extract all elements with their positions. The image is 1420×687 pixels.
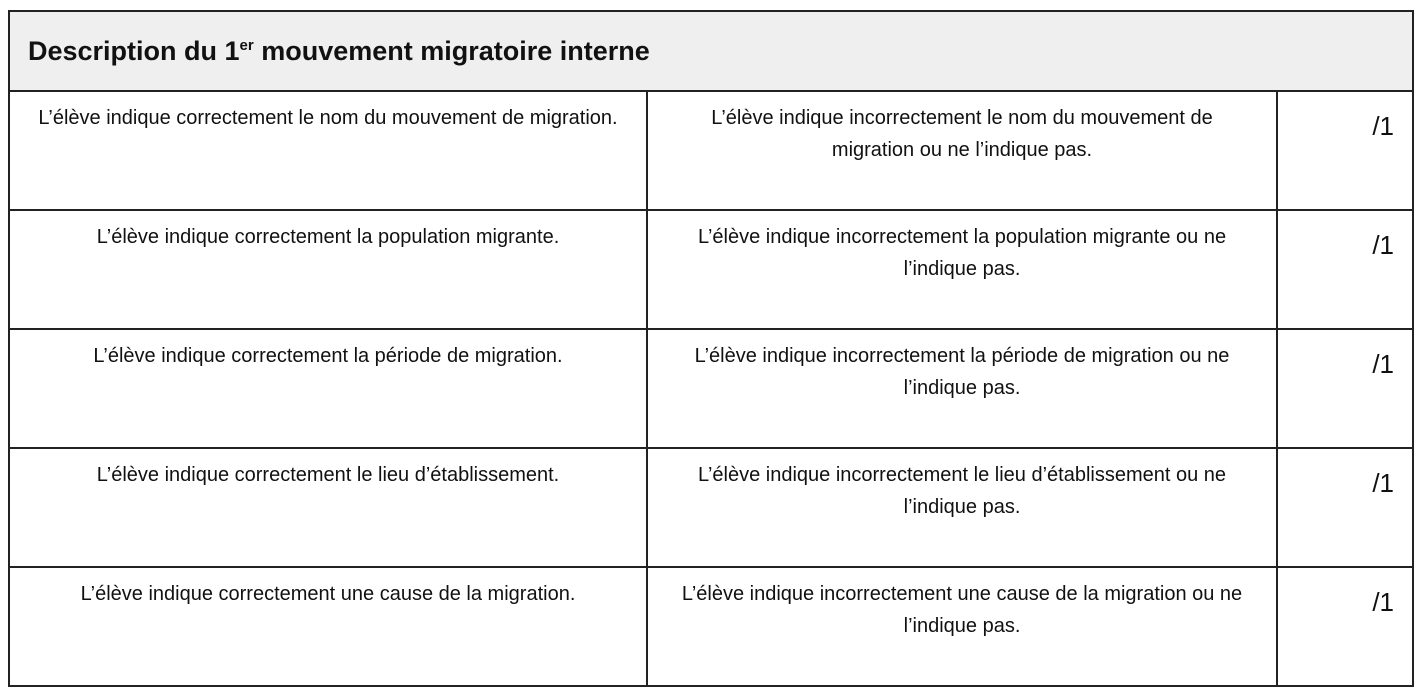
criterion-incorrect: L’élève indique incorrectement une cause de la migration ou ne l’indique pas. bbox=[647, 567, 1277, 686]
criterion-correct: L’élève indique correctement la période de migration. bbox=[9, 329, 647, 448]
score-cell: /1 bbox=[1277, 567, 1413, 686]
table-row bbox=[9, 448, 1413, 567]
score-cell: /1 bbox=[1277, 210, 1413, 329]
title-text: Description du 1 bbox=[28, 35, 240, 66]
table-title bbox=[9, 11, 1413, 91]
score-cell: /1 bbox=[1277, 448, 1413, 567]
table-header-row bbox=[9, 11, 1413, 91]
table-row bbox=[9, 210, 1413, 329]
criterion-incorrect: L’élève indique incorrectement le lieu d’établissement ou ne l’indique pas. bbox=[647, 448, 1277, 567]
criterion-correct: L’élève indique correctement le nom du mouvement de migration. bbox=[9, 91, 647, 210]
table-row bbox=[9, 567, 1413, 686]
score-cell: /1 bbox=[1277, 91, 1413, 210]
title-text-suffix: mouvement migratoire interne bbox=[253, 35, 650, 66]
criterion-correct: L’élève indique correctement la population migrante. bbox=[9, 210, 647, 329]
title-superscript: er bbox=[239, 36, 254, 54]
criterion-incorrect: L’élève indique incorrectement la population migrante ou ne l’indique pas. bbox=[647, 210, 1277, 329]
criterion-incorrect: L’élève indique incorrectement la période de migration ou ne l’indique pas. bbox=[647, 329, 1277, 448]
grading-table bbox=[8, 10, 1414, 687]
table-row bbox=[9, 91, 1413, 210]
score-cell: /1 bbox=[1277, 329, 1413, 448]
criterion-correct: L’élève indique correctement une cause de la migration. bbox=[9, 567, 647, 686]
table-row bbox=[9, 329, 1413, 448]
criterion-incorrect: L’élève indique incorrectement le nom du mouvement de migration ou ne l’indique pas. bbox=[647, 91, 1277, 210]
criterion-correct: L’élève indique correctement le lieu d’établissement. bbox=[9, 448, 647, 567]
